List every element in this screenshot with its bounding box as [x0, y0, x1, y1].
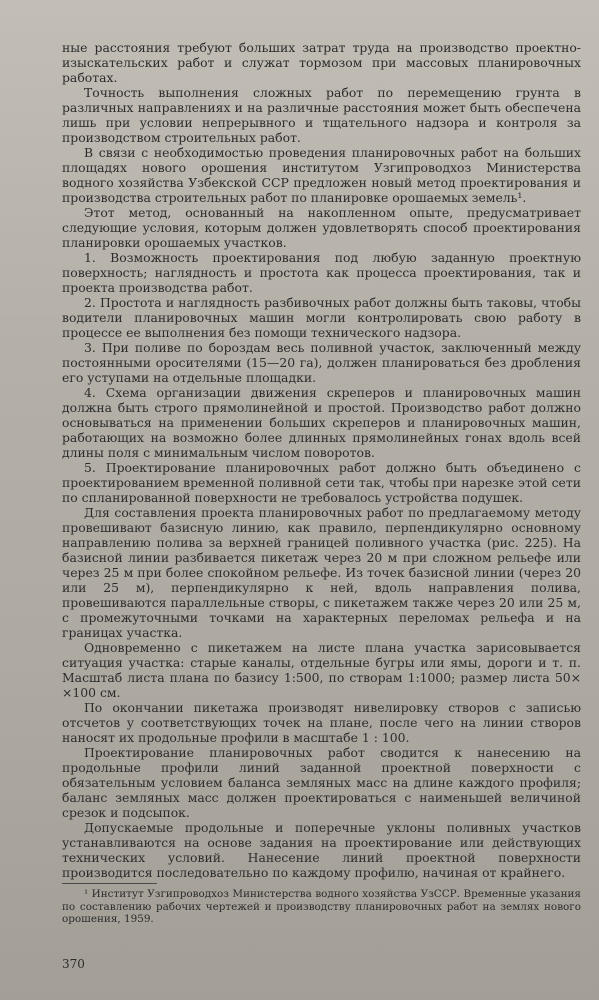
list-item-2: 2. Простота и наглядность разбивочных работ должны быть таковы, чтобы водители планировочных машин могли контролировать свою работу в процессе ее выполнения без помощи технического надзора.	[62, 295, 581, 340]
paragraph-9: Допускаемые продольные и поперечные уклоны поливных участков устанавливаются на основе задания на проектирование или действующих технических условий. Нанесение линий проектной поверхности производится последовательно по каждому профилю, начиная от крайнего.	[62, 820, 581, 880]
paragraph-5: Для составления проекта планировочных работ по предлагаемому методу провешивают базисную линию, как правило, перпендикулярно основному направлению полива за верхней границей поливного участка (рис. 225). На базисной линии разбивается пикетаж через 20 м при сложном рельефе или через 25 м при более спокойном рельефе. Из точек базисной линии (через 20 или 25 м), перпендикулярно к ней, вдоль направления полива, провешиваются параллельные створы, с пикетажем также через 20 или 25 м, с промежуточными точками на характерных переломах рельефа и на границах участка.	[62, 505, 581, 640]
paragraph-8: Проектирование планировочных работ сводится к нанесению на продольные профили линий заданной проектной поверхности с обязательным условием баланса земляных масс на длине каждого профиля; баланс земляных масс должен проектироваться с наименьшей величиной срезок и подсыпок.	[62, 745, 581, 820]
paragraph-3: В связи с необходимостью проведения планировочных работ на больших площадях нового орошения институтом Узгипроводхоз Министерства водного хозяйства Узбекской ССР предложен новый метод проектирования и производства строительных работ по планировке орошаемых земель¹.	[62, 145, 581, 205]
paragraph-2: Точность выполнения сложных работ по перемещению грунта в различных направлениях и на различные расстояния может быть обеспечена лишь при условии непрерывного и тщательного надзора и контроля за производством строительных работ.	[62, 85, 581, 145]
footnote: ¹ Институт Узгипроводхоз Министерства водного хозяйства УзССР. Временные указания по составлению рабочих чертежей и производству планировочных работ на землях нового орошения, 1959.	[62, 888, 581, 925]
paragraph-7: По окончании пикетажа производят нивелировку створов с записью отсчетов у соответствующих точек на плане, после чего на линии створов наносят их продольные профили в масштабе 1 : 100.	[62, 700, 581, 745]
paragraph-4: Этот метод, основанный на накопленном опыте, предусматривает следующие условия, которым должен удовлетворять способ проектирования планировки орошаемых участков.	[62, 205, 581, 250]
list-item-4: 4. Схема организации движения скреперов и планировочных машин должна быть строго прямолинейной и простой. Производство работ должно основываться на применении больших скреперов и планировочных машин, работающих на возможно более длинных прямолинейных гонах вдоль всей длины поля с минимальным числом поворотов.	[62, 385, 581, 460]
list-item-5: 5. Проектирование планировочных работ должно быть объединено с проектированием временной поливной сети так, чтобы при нарезке этой сети по спланированной поверхности не требовалось устройства подушек.	[62, 460, 581, 505]
page-number: 370	[62, 957, 85, 971]
paragraph-6: Одновременно с пикетажем на листе плана участка зарисовывается ситуация участка: старые каналы, отдельные бугры или ямы, дороги и т. п. Масштаб листа плана по базису 1:500, по створам 1:1000; размер листа 50× ×100 см.	[62, 640, 581, 700]
list-item-1: 1. Возможность проектирования под любую заданную проектную поверхность; наглядность и простота как процесса проектирования, так и проекта производства работ.	[62, 250, 581, 295]
footnote-divider	[62, 883, 157, 884]
paragraph-1: ные расстояния требуют больших затрат труда на производство проектно-изыскательских работ и служат тормозом при массовых планировочных работах.	[62, 40, 581, 85]
body-text	[62, 40, 581, 926]
list-item-3: 3. При поливе по бороздам весь поливной участок, заключенный между постоянными оросителями (15—20 га), должен планироваться без дробления его уступами на отдельные площадки.	[62, 340, 581, 385]
